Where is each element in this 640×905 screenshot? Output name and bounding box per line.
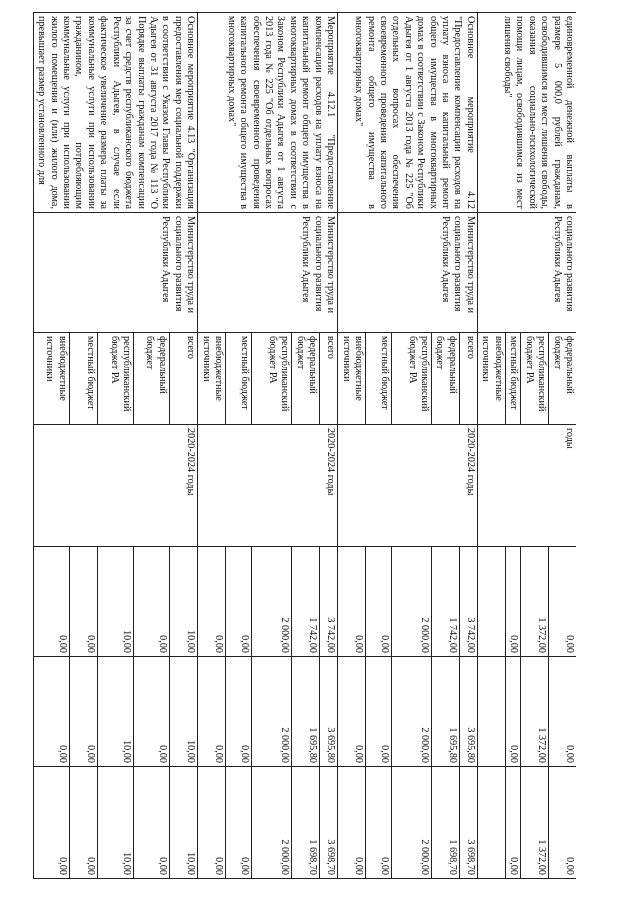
funding-source-cell: республиканский бюджет РА xyxy=(98,333,134,425)
amount-cell-year-1: 3 742,00 xyxy=(459,547,477,657)
amount-cell-year-3: 0,00 xyxy=(133,767,169,879)
amount-cell-year-2: 0,00 xyxy=(365,657,391,767)
amount-cell-year-3: 2 000,00 xyxy=(252,767,292,879)
amount-cell-year-3: 0,00 xyxy=(337,767,365,879)
amount-cell-year-1: 0,00 xyxy=(337,547,365,657)
table-row xyxy=(549,13,576,879)
amount-cell-year-2: 0,00 xyxy=(505,657,520,767)
funding-source-cell: местный бюджет xyxy=(69,333,97,425)
budget-table xyxy=(33,12,576,879)
amount-cell-year-2: 2 000,00 xyxy=(391,657,431,767)
amount-cell-year-2: 0,00 xyxy=(226,657,252,767)
amount-cell-year-2: 10,00 xyxy=(98,657,134,767)
funding-source-cell: всего xyxy=(169,333,197,425)
amount-cell-year-1: 3 742,00 xyxy=(319,547,337,657)
amount-cell-year-2: 0,00 xyxy=(337,657,365,767)
funding-source-cell: федеральный бюджет xyxy=(549,333,576,425)
measure-name-cell: Основное мероприятие 4.12 "Предоставление компенсации расходов на уплату взноса на капитальный ремонт общего имущества в многоквартирных домах в соответствии с Законом Республики Адыгея от 1 августа 2013 года № 225 "Об отдельных вопросах обеспечения своевременного проведения капитального ремонта общего имущества в многоквартирных домах" xyxy=(337,13,477,213)
measure-name-cell: единовременной денежной выплаты в размере 5 000,0 рублей гражданам, освободившимся из мест лишения свободы, оказания социально-психологической помощи лицам, освободившимся из мест лишения свободы" xyxy=(477,13,576,213)
funding-source-cell: внебюджетные источники xyxy=(33,333,69,425)
period-cell: годы xyxy=(477,425,576,547)
amount-cell-year-2: 3 695,80 xyxy=(319,657,337,767)
amount-cell-year-3: 0,00 xyxy=(69,767,97,879)
amount-cell-year-2: 0,00 xyxy=(549,657,576,767)
amount-cell-year-1: 0,00 xyxy=(505,547,520,657)
amount-cell-year-2: 0,00 xyxy=(133,657,169,767)
amount-cell-year-3: 1 372,00 xyxy=(521,767,549,879)
funding-source-cell: всего xyxy=(459,333,477,425)
amount-cell-year-2: 3 695,80 xyxy=(459,657,477,767)
amount-cell-year-1: 0,00 xyxy=(69,547,97,657)
measure-name-cell: Мероприятие 4.12.1 "Предоставление компенсации расходов на уплату взноса на капитальный ремонт общего имущества в многоквартирных домах в соответствии с Законом Республики Адыгея от 1 августа 2013 года № 225 "Об отдельных вопросах обеспечения своевременного проведения капитального ремонта общего имущества в многоквартирных домах" xyxy=(198,13,338,213)
amount-cell-year-3: 3 698,70 xyxy=(319,767,337,879)
funding-source-cell: федеральный бюджет xyxy=(431,333,459,425)
amount-cell-year-3: 1 698,70 xyxy=(431,767,459,879)
executor-cell: Министерство труда и социального развития Республики Адыгея xyxy=(33,213,197,333)
amount-cell-year-3: 2 000,00 xyxy=(391,767,431,879)
funding-source-cell: внебюджетные источники xyxy=(477,333,505,425)
amount-cell-year-3: 0,00 xyxy=(226,767,252,879)
amount-cell-year-1: 1 742,00 xyxy=(431,547,459,657)
amount-cell-year-3: 0,00 xyxy=(549,767,576,879)
amount-cell-year-1: 1 372,00 xyxy=(521,547,549,657)
funding-source-cell: местный бюджет xyxy=(365,333,391,425)
executor-cell: Министерство труда и социального развития Республики Адыгея xyxy=(198,213,338,333)
funding-source-cell: республиканский бюджет РА xyxy=(252,333,292,425)
period-cell: 2020-2024 годы xyxy=(198,425,338,547)
table-row xyxy=(169,13,197,879)
period-cell: 2020-2024 годы xyxy=(337,425,477,547)
amount-cell-year-3: 0,00 xyxy=(198,767,226,879)
amount-cell-year-1: 1 742,00 xyxy=(292,547,320,657)
funding-source-cell: внебюджетные источники xyxy=(198,333,226,425)
amount-cell-year-2: 1 372,00 xyxy=(521,657,549,767)
executor-cell: социального развития Республики Адыгея xyxy=(477,213,576,333)
amount-cell-year-3: 0,00 xyxy=(365,767,391,879)
amount-cell-year-2: 0,00 xyxy=(198,657,226,767)
funding-source-cell: местный бюджет xyxy=(226,333,252,425)
amount-cell-year-1: 10,00 xyxy=(98,547,134,657)
amount-cell-year-1: 0,00 xyxy=(133,547,169,657)
amount-cell-year-1: 0,00 xyxy=(226,547,252,657)
funding-source-cell: федеральный бюджет xyxy=(133,333,169,425)
funding-source-cell: местный бюджет xyxy=(505,333,520,425)
amount-cell-year-3: 10,00 xyxy=(169,767,197,879)
funding-source-cell: федеральный бюджет xyxy=(292,333,320,425)
rotated-table-container xyxy=(36,12,576,878)
amount-cell-year-1: 0,00 xyxy=(549,547,576,657)
funding-source-cell: республиканский бюджет РА xyxy=(391,333,431,425)
amount-cell-year-3: 10,00 xyxy=(98,767,134,879)
amount-cell-year-1: 2 000,00 xyxy=(252,547,292,657)
amount-cell-year-1: 0,00 xyxy=(365,547,391,657)
amount-cell-year-1: 0,00 xyxy=(33,547,69,657)
amount-cell-year-3 xyxy=(477,767,505,879)
amount-cell-year-3: 0,00 xyxy=(505,767,520,879)
funding-source-cell: внебюджетные источники xyxy=(337,333,365,425)
amount-cell-year-1 xyxy=(477,547,505,657)
amount-cell-year-2: 10,00 xyxy=(169,657,197,767)
executor-cell: Министерство труда и социального развития Республики Адыгея xyxy=(337,213,477,333)
amount-cell-year-2: 0,00 xyxy=(33,657,69,767)
amount-cell-year-2 xyxy=(477,657,505,767)
funding-source-cell: республиканский бюджет РА xyxy=(521,333,549,425)
amount-cell-year-3: 1 698,70 xyxy=(292,767,320,879)
amount-cell-year-3: 3 698,70 xyxy=(459,767,477,879)
amount-cell-year-2: 1 695,80 xyxy=(292,657,320,767)
funding-source-cell: всего xyxy=(319,333,337,425)
amount-cell-year-3: 0,00 xyxy=(33,767,69,879)
measure-name-cell: Основное мероприятие 4.13 "Организация предоставления мер социальной поддержки в соответствии с Указом Главы Республики Адыгея от 31 августа 2017 года № 113 "О Порядке выплаты гражданам компенсации за счет средств республиканского бюджета Республики Адыгея, в случае если фактическое увеличение размера платы за коммунальные услуги при использовании гражданином, потребляющим коммунальные услуги при использовании жилого помещения и (или) жилого дома, превышает размер установленного для xyxy=(33,13,197,213)
amount-cell-year-1: 2 000,00 xyxy=(391,547,431,657)
amount-cell-year-2: 1 695,80 xyxy=(431,657,459,767)
amount-cell-year-1: 0,00 xyxy=(198,547,226,657)
period-cell: 2020-2024 годы xyxy=(33,425,197,547)
amount-cell-year-1: 10,00 xyxy=(169,547,197,657)
table-row xyxy=(319,13,337,879)
amount-cell-year-2: 2 000,00 xyxy=(252,657,292,767)
table-row xyxy=(459,13,477,879)
amount-cell-year-2: 0,00 xyxy=(69,657,97,767)
